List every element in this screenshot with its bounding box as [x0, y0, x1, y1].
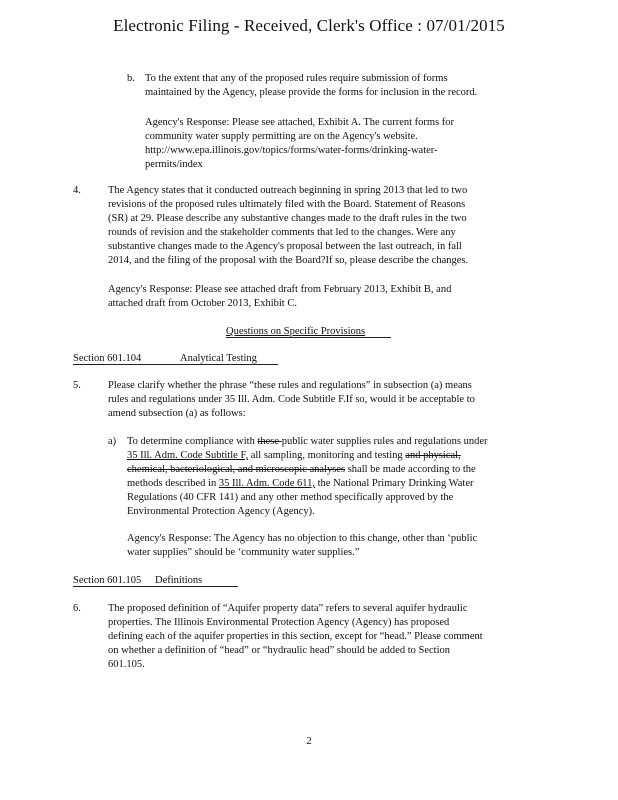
item-5-line-3: amend subsection (a) as follows:: [108, 408, 246, 419]
item-5-response-line-1: Agency's Response: The Agency has no objection to this change, other than ‘public: [127, 533, 478, 544]
item-6-line-3: defining each of the aquifer properties in this section, except for “head.” Please comment: [108, 631, 483, 642]
item-4-response: [108, 283, 538, 311]
text-run: public water supplies rules and regulations under: [281, 436, 488, 447]
section-601-105-title: Definitions: [155, 575, 203, 586]
item-b-response-line-3: http://www.epa.illinois.gov/topics/forms/water-forms/drinking-water-: [145, 145, 438, 156]
item-5a-line-3: [127, 463, 539, 477]
item-5a-line-4: [127, 477, 539, 491]
item-5-line-1: Please clarify whether the phrase “these rules and regulations” in subsection (a) means: [108, 380, 472, 391]
item-5a-line-2: [127, 449, 539, 463]
item-4-response-line-1: Agency's Response: Please see attached draft from February 2013, Exhibit B, and: [108, 284, 452, 295]
item-b-line-2: maintained by the Agency, please provide the forms for inclusion in the record.: [145, 87, 478, 98]
item-6-line-2: properties. The Illinois Environmental Protection Agency (Agency) has proposed: [108, 617, 450, 628]
text-run: methods described in: [127, 478, 219, 489]
item-6-line-5: 601.105.: [108, 659, 145, 670]
item-5-question: [108, 379, 538, 421]
item-4-line-2: revisions of the proposed rules ultimately filed with the Board. Statement of Reasons: [108, 199, 466, 210]
item-b-response-line-1: Agency's Response: Please see attached, Exhibit A. The current forms for: [145, 117, 455, 128]
section-601-104-title: Analytical Testing: [180, 353, 257, 364]
page-number: 2: [306, 735, 312, 747]
item-5-number: 5.: [73, 380, 81, 391]
item-4-line-5: substantive changes made to the Agency's proposal between the last outreach, in fall: [108, 241, 462, 252]
item-4-line-6: 2014, and the filing of the proposal with the Board?If so, please describe the changes.: [108, 255, 469, 266]
text-run: all sampling, monitoring and testing: [248, 450, 406, 461]
item-5a-line-5: Regulations (40 CFR 141) and any other method specifically approved by the: [127, 492, 454, 503]
item-5a-label: a): [108, 436, 117, 447]
item-5a-text: [127, 435, 539, 519]
section-601-105-underline: [73, 586, 238, 587]
item-b-line-1: To the extent that any of the proposed rules require submission of forms: [145, 73, 448, 84]
section-heading-underline: [226, 337, 391, 338]
inserted-text: 35 Ill. Adm. Code Subtitle F,: [127, 450, 249, 461]
text-run: the National Primary Drinking Water: [315, 478, 474, 489]
item-6-number: 6.: [73, 603, 81, 614]
item-4-line-1: The Agency states that it conducted outreach beginning in spring 2013 that led to two: [108, 185, 468, 196]
item-b-response: [145, 116, 530, 172]
item-4-line-3: (SR) at 29. Please describe any substantive changes made to the draft rules in the two: [108, 213, 467, 224]
item-4-response-line-2: attached draft from October 2013, Exhibit C.: [108, 298, 297, 309]
item-5a-line-6: Environmental Protection Agency (Agency).: [127, 506, 315, 517]
filing-header: Electronic Filing - Received, Clerk's Office : 07/01/2015: [113, 16, 505, 35]
item-b-response-line-2: community water supply permitting are on the Agency's website.: [145, 131, 418, 142]
item-4-question: [108, 184, 538, 268]
item-4-number: 4.: [73, 185, 81, 196]
deleted-text: these: [257, 436, 282, 447]
section-601-105-label: Section 601.105: [73, 575, 142, 586]
item-5-response: [127, 532, 539, 560]
text-run: shall be made according to the: [345, 464, 476, 475]
item-6-line-4: on whether a definition of “head” or “hydraulic head” should be added to Section: [108, 645, 451, 656]
item-5-response-line-2: water supplies” should be ‘community water supplies.”: [127, 547, 360, 558]
text-run: To determine compliance with: [127, 436, 258, 447]
item-b-question: [145, 72, 530, 100]
deleted-text: chemical, bacteriological, and microscopic analyses: [127, 464, 346, 475]
item-b-label: b.: [127, 73, 135, 84]
item-4-line-4: rounds of revision and the stakeholder comments that led to the changes. Were any: [108, 227, 456, 238]
section-601-104-underline: [73, 364, 278, 365]
inserted-text: 35 Ill. Adm. Code 611,: [218, 478, 316, 489]
item-b-response-line-4: permits/index: [145, 159, 203, 170]
section-601-104-label: Section 601.104: [73, 353, 142, 364]
item-5a-line-1: [127, 435, 539, 449]
section-heading-questions: Questions on Specific Provisions: [226, 326, 366, 337]
item-6-line-1: The proposed definition of “Aquifer property data” refers to several aquifer hydraulic: [108, 603, 468, 614]
item-6-question: [108, 602, 538, 672]
item-5-line-2: rules and regulations under 35 Ill. Adm. Code Subtitle F.If so, would it be acceptable to: [108, 394, 475, 405]
deleted-text: and physical,: [405, 450, 461, 461]
